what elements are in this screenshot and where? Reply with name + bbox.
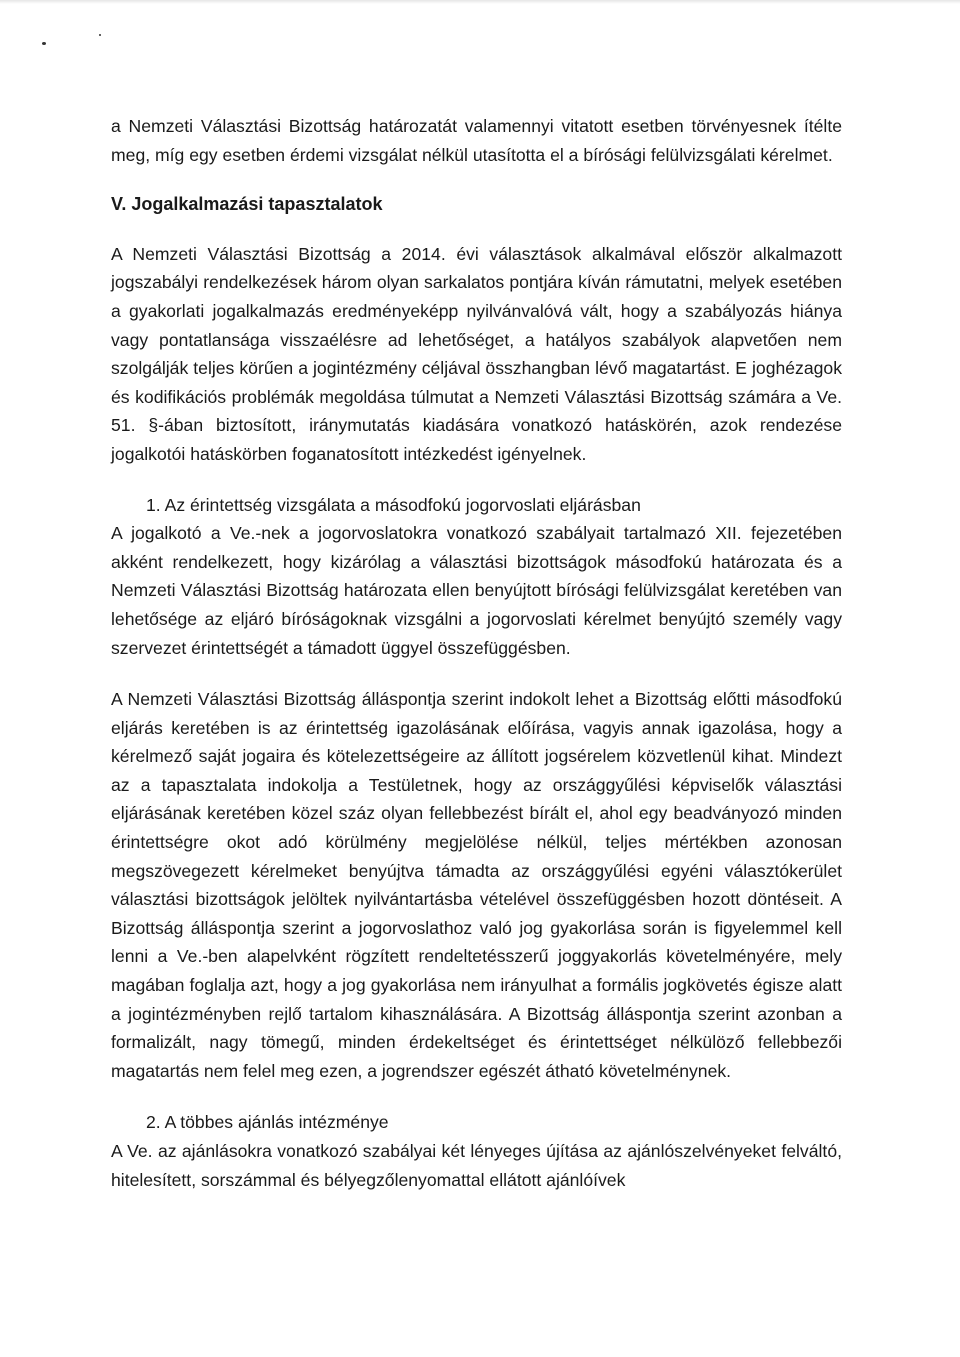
paragraph-gap xyxy=(111,662,842,685)
paragraph-gap xyxy=(111,1085,842,1108)
paragraph-ajanlas: A Ve. az ajánlásokra vonatkozó szabályai két lényeges újítása az ajánlószelvényeket felváltó, hitelesített, sorszámmal és bélyegzőlenyomattal ellátott ajánlóívek xyxy=(111,1141,842,1190)
paragraph-allaspont: A Nemzeti Választási Bizottság álláspontja szerint indokolt lehet a Bizottság előtti másodfokú eljárás keretében is az érintettség igazolásának előírása, vagyis annak igazolása, hogy a kérelmező saját jogaira és kötelezettségeire az állított jogsérelem közvetlenül kihat. Mindezt az a tapasztalata indokolja a Testületnek, hogy az országgyűlési képviselők választási eljárásának keretében közel száz olyan fellebbezést bírált el, ahol egy beadványozó minden érintettségre okot adó körülmény megjelölése nélkül, teljes mértékben azonosan megszövegezett kérelmeket benyújtva támadta az országgyűlési egyéni választókerület választási bizottságok jelöltek nyilvántartásba vételével összefüggésben hozott döntéseit. A Bizottság álláspontja szerint a jogorvoslathoz való jog gyakorlása során is figyelemmel kell lenni a Ve.-ben alapelvként rögzített rendeltetésszerű joggyakorlás követelményére, mely magában foglalja azt, hogy a jog gyakorlása nem irányulhat a formális jogkövetés égisze alatt a jogintézményben rejlő tartalom kihasználására. A Bizottság álláspontja szerint azonban a formalizált, nagy tömegű, minden érdekeltséget és érintettséget nélkülöző fellebbezői magatartás nem felel meg ezen, a jogrendszer egészét átható követelménynek. xyxy=(111,689,842,1081)
document-page xyxy=(111,112,842,1194)
section-heading: V. Jogalkalmazási tapasztalatok xyxy=(111,194,383,215)
scan-speck xyxy=(99,34,101,36)
scan-speck xyxy=(42,42,46,45)
scan-edge xyxy=(0,0,960,4)
paragraph-jogalkoto: A jogalkotó a Ve.-nek a jogorvoslatokra vonatkozó szabályait tartalmazó XII. fejezetében akként rendelkezett, hogy kizárólag a választási bizottságok másodfokú határozata és a Nemzeti Választási Bizottság határozata ellen benyújtott bírósági felülvizsgálat keretében van lehetősége az eljáró bíróságoknak vizsgálni a jogorvoslati kérelmet benyújtó személy vagy szervezet érintettségét a támadott üggyel összefüggésben. xyxy=(111,523,842,658)
paragraph-intro: A Nemzeti Választási Bizottság a 2014. évi választások alkalmával először alkalmazott jogszabályi rendelkezések három olyan sarkalatos pontjára kíván rámutatni, melyek esetében a gyakorlati jogalkalmazás eredményeképp nyilvánvalóvá vált, hogy a szabályozás hiánya vagy pontatlansága visszaélésre ad lehetőséget, a hatályos szabályok alapvetően nem szolgálják teljes körűen a jogintézmény céljával összhangban lévő magatartást. E joghézagok és kodifikációs problémák megoldása túlmutat a Nemzeti Választási Bizottság számára a Ve. 51. §-ában biztosított, iránymutatás kiadására vonatkozó hatáskörén, azok rendezése jogalkotói hatáskörben foganatosított intézkedést igényelnek. xyxy=(111,243,842,464)
paragraph-gap xyxy=(111,469,842,491)
subheading-1: 1. Az érintettség vizsgálata a másodfokú jogorvoslati eljárásban xyxy=(146,494,641,515)
paragraph-continuation: a Nemzeti Választási Bizottság határozatát valamennyi vitatott esetben törvényesnek ítélte meg, míg egy esetben érdemi vizsgálat nélkül utasította el a bírósági felülvizsgálati kérelmet. xyxy=(111,116,842,165)
subheading-2: 2. A többes ajánlás intézménye xyxy=(146,1112,389,1133)
